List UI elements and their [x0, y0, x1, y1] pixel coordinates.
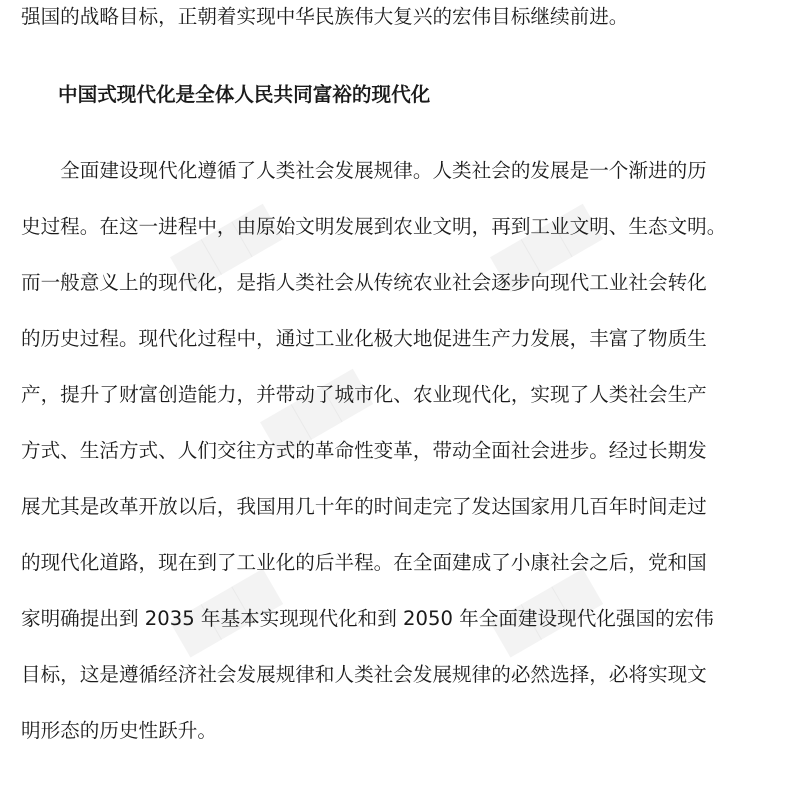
paragraph-line: 展尤其是改革开放以后，我国用几十年的时间走完了发达国家用几百年时间走过 — [21, 495, 707, 518]
watermark: ▆▆▆ — [483, 192, 603, 292]
paragraph-line: 目标，这是遵循经济社会发展规律和人类社会发展规律的必然选择，必将实现文 — [21, 663, 707, 686]
watermark: ▆▆▆ — [483, 557, 603, 657]
watermark: ▆▆▆ — [163, 557, 283, 657]
paragraph-line: 产，提升了财富创造能力，并带动了城市化、农业现代化，实现了人类社会生产 — [21, 383, 707, 406]
paragraph-line: 的现代化道路，现在到了工业化的后半程。在全面建成了小康社会之后，党和国 — [21, 551, 707, 574]
paragraph-line: 明形态的历史性跃升。 — [21, 719, 217, 742]
paragraph-line: 家明确提出到 2035 年基本实现现代化和到 2050 年全面建设现代化强国的宏伟 — [21, 607, 714, 630]
paragraph-line: 史过程。在这一进程中，由原始文明发展到农业文明，再到工业文明、生态文明。 — [21, 215, 727, 238]
paragraph-line: 而一般意义上的现代化，是指人类社会从传统农业社会逐步向现代工业社会转化 — [21, 271, 707, 294]
watermark: ▆▆▆ — [253, 357, 373, 457]
section-heading: 中国式现代化是全体人民共同富裕的现代化 — [58, 83, 431, 106]
paragraph-line: 方式、生活方式、人们交往方式的革命性变革，带动全面社会进步。经过长期发 — [21, 439, 707, 462]
intro-line: 强国的战略目标，正朝着实现中华民族伟大复兴的宏伟目标继续前进。 — [21, 5, 629, 28]
watermark: ▆▆▆ — [163, 192, 283, 292]
paragraph-line: 全面建设现代化遵循了人类社会发展规律。人类社会的发展是一个渐进的历 — [21, 159, 707, 182]
paragraph-line: 的历史过程。现代化过程中，通过工业化极大地促进生产力发展，丰富了物质生 — [21, 327, 707, 350]
